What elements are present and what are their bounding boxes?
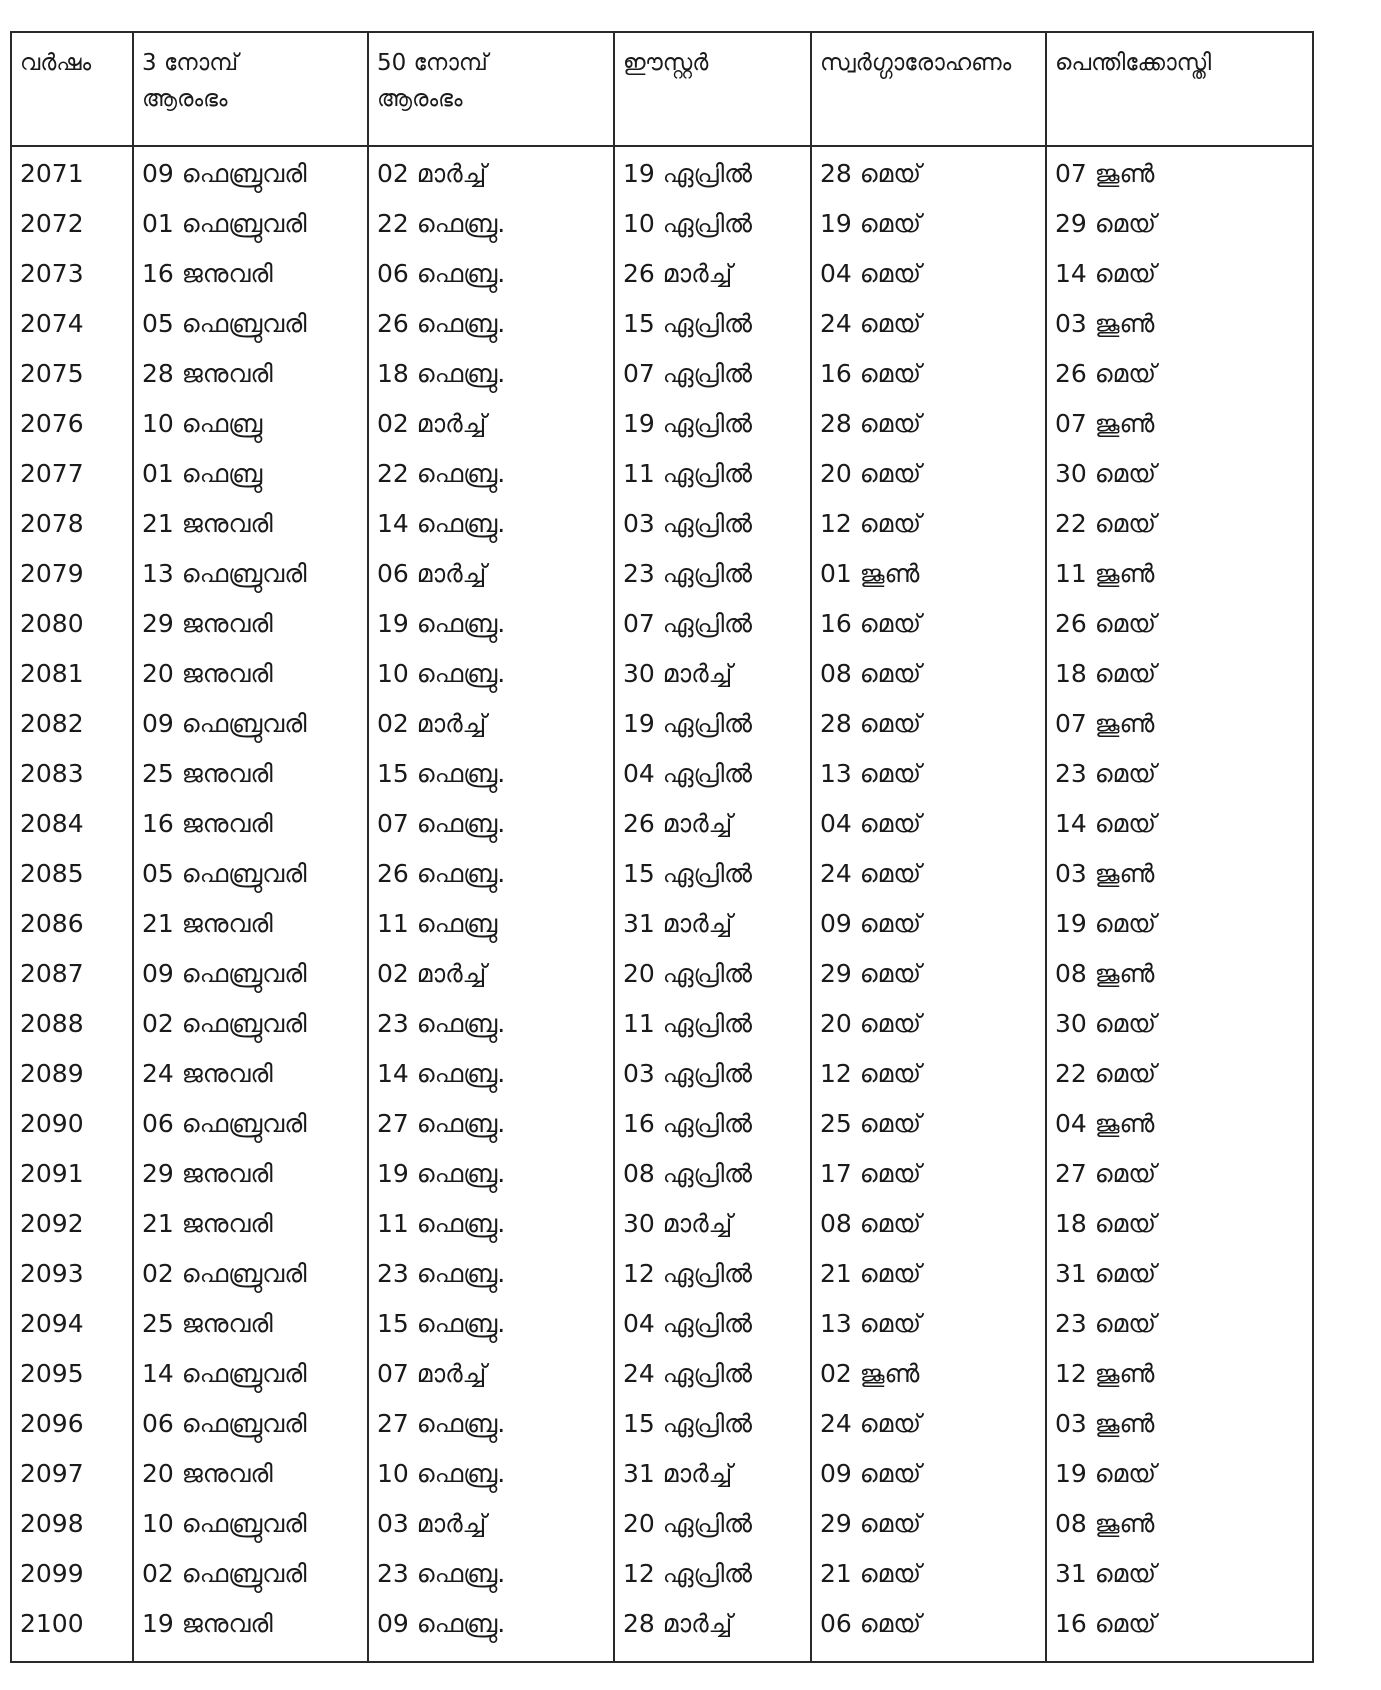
table-row	[11, 1399, 1313, 1449]
three-lent-cell: 14 ഫെബ്രുവരി	[133, 1349, 368, 1399]
year-cell: 2095	[11, 1349, 133, 1399]
year-cell: 2072	[11, 199, 133, 249]
three-lent-cell: 29 ജനുവരി	[133, 1149, 368, 1199]
three-lent-cell: 25 ജനുവരി	[133, 749, 368, 799]
year-cell: 2093	[11, 1249, 133, 1299]
table-row	[11, 1499, 1313, 1549]
ascension-cell: 24 മെയ്	[811, 299, 1046, 349]
fifty-lent-cell: 27 ഫെബ്രു.	[368, 1099, 614, 1149]
ascension-cell: 13 മെയ്	[811, 1299, 1046, 1349]
header-year: വർഷം	[11, 32, 133, 146]
pentecost-cell: 29 മെയ്	[1046, 199, 1313, 249]
three-lent-cell: 06 ഫെബ്രുവരി	[133, 1099, 368, 1149]
pentecost-cell: 16 മെയ്	[1046, 1599, 1313, 1662]
three-lent-cell: 05 ഫെബ്രുവരി	[133, 849, 368, 899]
easter-cell: 30 മാർച്ച്	[614, 649, 811, 699]
table-row	[11, 699, 1313, 749]
ascension-cell: 28 മെയ്	[811, 146, 1046, 199]
table-row	[11, 1299, 1313, 1349]
ascension-cell: 08 മെയ്	[811, 1199, 1046, 1249]
pentecost-cell: 19 മെയ്	[1046, 1449, 1313, 1499]
header-pentecost: പെന്തിക്കോസ്തി	[1046, 32, 1313, 146]
pentecost-cell: 04 ജൂൺ	[1046, 1099, 1313, 1149]
fifty-lent-cell: 14 ഫെബ്രു.	[368, 499, 614, 549]
easter-cell: 26 മാർച്ച്	[614, 249, 811, 299]
table-row	[11, 146, 1313, 199]
year-cell: 2096	[11, 1399, 133, 1449]
fifty-lent-cell: 03 മാർച്ച്	[368, 1499, 614, 1549]
three-lent-cell: 09 ഫെബ്രുവരി	[133, 949, 368, 999]
pentecost-cell: 23 മെയ്	[1046, 749, 1313, 799]
easter-cell: 10 ഏപ്രിൽ	[614, 199, 811, 249]
ascension-cell: 28 മെയ്	[811, 399, 1046, 449]
three-lent-cell: 29 ജനുവരി	[133, 599, 368, 649]
table-row	[11, 1049, 1313, 1099]
fifty-lent-cell: 26 ഫെബ്രു.	[368, 299, 614, 349]
feast-dates-table	[10, 31, 1314, 1663]
pentecost-cell: 22 മെയ്	[1046, 499, 1313, 549]
header-row	[11, 32, 1313, 146]
three-lent-cell: 25 ജനുവരി	[133, 1299, 368, 1349]
year-cell: 2089	[11, 1049, 133, 1099]
fifty-lent-cell: 14 ഫെബ്രു.	[368, 1049, 614, 1099]
ascension-cell: 09 മെയ്	[811, 1449, 1046, 1499]
three-lent-cell: 02 ഫെബ്രുവരി	[133, 999, 368, 1049]
table-row	[11, 949, 1313, 999]
year-cell: 2092	[11, 1199, 133, 1249]
three-lent-cell: 21 ജനുവരി	[133, 1199, 368, 1249]
fifty-lent-cell: 18 ഫെബ്രു.	[368, 349, 614, 399]
table-row	[11, 1349, 1313, 1399]
table-row	[11, 249, 1313, 299]
pentecost-cell: 03 ജൂൺ	[1046, 299, 1313, 349]
pentecost-cell: 27 മെയ്	[1046, 1149, 1313, 1199]
fifty-lent-cell: 26 ഫെബ്രു.	[368, 849, 614, 899]
three-lent-cell: 05 ഫെബ്രുവരി	[133, 299, 368, 349]
fifty-lent-cell: 19 ഫെബ്രു.	[368, 1149, 614, 1199]
ascension-cell: 01 ജൂൺ	[811, 549, 1046, 599]
three-lent-cell: 06 ഫെബ്രുവരി	[133, 1399, 368, 1449]
table-row	[11, 499, 1313, 549]
three-lent-cell: 02 ഫെബ്രുവരി	[133, 1549, 368, 1599]
fifty-lent-cell: 02 മാർച്ച്	[368, 146, 614, 199]
table-row	[11, 1149, 1313, 1199]
year-cell: 2087	[11, 949, 133, 999]
ascension-cell: 13 മെയ്	[811, 749, 1046, 799]
fifty-lent-cell: 02 മാർച്ച്	[368, 399, 614, 449]
table-row	[11, 599, 1313, 649]
header-50-lent-start: 50 നോമ്പ് ആരംഭം	[368, 32, 614, 146]
table-row	[11, 549, 1313, 599]
year-cell: 2094	[11, 1299, 133, 1349]
pentecost-cell: 19 മെയ്	[1046, 899, 1313, 949]
pentecost-cell: 08 ജൂൺ	[1046, 1499, 1313, 1549]
header-3-lent-start: 3 നോമ്പ് ആരംഭം	[133, 32, 368, 146]
easter-cell: 12 ഏപ്രിൽ	[614, 1549, 811, 1599]
table-row	[11, 199, 1313, 249]
ascension-cell: 12 മെയ്	[811, 499, 1046, 549]
easter-cell: 19 ഏപ്രിൽ	[614, 146, 811, 199]
ascension-cell: 29 മെയ്	[811, 949, 1046, 999]
three-lent-cell: 21 ജനുവരി	[133, 499, 368, 549]
year-cell: 2073	[11, 249, 133, 299]
pentecost-cell: 26 മെയ്	[1046, 349, 1313, 399]
year-cell: 2071	[11, 146, 133, 199]
table-row	[11, 1449, 1313, 1499]
pentecost-cell: 18 മെയ്	[1046, 649, 1313, 699]
header-ascension: സ്വർഗ്ഗാരോഹണം	[811, 32, 1046, 146]
pentecost-cell: 22 മെയ്	[1046, 1049, 1313, 1099]
pentecost-cell: 31 മെയ്	[1046, 1549, 1313, 1599]
easter-cell: 15 ഏപ്രിൽ	[614, 849, 811, 899]
fifty-lent-cell: 23 ഫെബ്രു.	[368, 999, 614, 1049]
year-cell: 2085	[11, 849, 133, 899]
year-cell: 2100	[11, 1599, 133, 1662]
easter-cell: 03 ഏപ്രിൽ	[614, 1049, 811, 1099]
pentecost-cell: 03 ജൂൺ	[1046, 849, 1313, 899]
year-cell: 2098	[11, 1499, 133, 1549]
ascension-cell: 21 മെയ്	[811, 1249, 1046, 1299]
pentecost-cell: 14 മെയ്	[1046, 799, 1313, 849]
table-row	[11, 1549, 1313, 1599]
ascension-cell: 24 മെയ്	[811, 1399, 1046, 1449]
ascension-cell: 20 മെയ്	[811, 449, 1046, 499]
easter-cell: 31 മാർച്ച്	[614, 1449, 811, 1499]
table-row	[11, 1099, 1313, 1149]
easter-cell: 04 ഏപ്രിൽ	[614, 749, 811, 799]
fifty-lent-cell: 19 ഫെബ്രു.	[368, 599, 614, 649]
easter-cell: 08 ഏപ്രിൽ	[614, 1149, 811, 1199]
three-lent-cell: 19 ജനുവരി	[133, 1599, 368, 1662]
easter-cell: 03 ഏപ്രിൽ	[614, 499, 811, 549]
ascension-cell: 25 മെയ്	[811, 1099, 1046, 1149]
ascension-cell: 16 മെയ്	[811, 349, 1046, 399]
easter-cell: 16 ഏപ്രിൽ	[614, 1099, 811, 1149]
year-cell: 2081	[11, 649, 133, 699]
table-row	[11, 299, 1313, 349]
pentecost-cell: 23 മെയ്	[1046, 1299, 1313, 1349]
three-lent-cell: 13 ഫെബ്രുവരി	[133, 549, 368, 599]
ascension-cell: 24 മെയ്	[811, 849, 1046, 899]
three-lent-cell: 16 ജനുവരി	[133, 799, 368, 849]
three-lent-cell: 10 ഫെബ്രു	[133, 399, 368, 449]
easter-cell: 19 ഏപ്രിൽ	[614, 399, 811, 449]
ascension-cell: 21 മെയ്	[811, 1549, 1046, 1599]
table-row	[11, 649, 1313, 699]
ascension-cell: 19 മെയ്	[811, 199, 1046, 249]
ascension-cell: 04 മെയ്	[811, 799, 1046, 849]
fifty-lent-cell: 09 ഫെബ്രു.	[368, 1599, 614, 1662]
year-cell: 2097	[11, 1449, 133, 1499]
pentecost-cell: 07 ജൂൺ	[1046, 699, 1313, 749]
fifty-lent-cell: 10 ഫെബ്രു.	[368, 1449, 614, 1499]
easter-cell: 07 ഏപ്രിൽ	[614, 349, 811, 399]
pentecost-cell: 31 മെയ്	[1046, 1249, 1313, 1299]
fifty-lent-cell: 15 ഫെബ്രു.	[368, 1299, 614, 1349]
year-cell: 2078	[11, 499, 133, 549]
fifty-lent-cell: 07 ഫെബ്രു.	[368, 799, 614, 849]
ascension-cell: 12 മെയ്	[811, 1049, 1046, 1099]
fifty-lent-cell: 27 ഫെബ്രു.	[368, 1399, 614, 1449]
table-row	[11, 399, 1313, 449]
ascension-cell: 29 മെയ്	[811, 1499, 1046, 1549]
ascension-cell: 28 മെയ്	[811, 699, 1046, 749]
three-lent-cell: 20 ജനുവരി	[133, 649, 368, 699]
table-row	[11, 1199, 1313, 1249]
pentecost-cell: 03 ജൂൺ	[1046, 1399, 1313, 1449]
fifty-lent-cell: 10 ഫെബ്രു.	[368, 649, 614, 699]
year-cell: 2079	[11, 549, 133, 599]
three-lent-cell: 20 ജനുവരി	[133, 1449, 368, 1499]
easter-cell: 19 ഏപ്രിൽ	[614, 699, 811, 749]
ascension-cell: 06 മെയ്	[811, 1599, 1046, 1662]
fifty-lent-cell: 22 ഫെബ്രു.	[368, 449, 614, 499]
ascension-cell: 16 മെയ്	[811, 599, 1046, 649]
easter-cell: 24 ഏപ്രിൽ	[614, 1349, 811, 1399]
fifty-lent-cell: 11 ഫെബ്രു	[368, 899, 614, 949]
ascension-cell: 08 മെയ്	[811, 649, 1046, 699]
three-lent-cell: 28 ജനുവരി	[133, 349, 368, 399]
year-cell: 2076	[11, 399, 133, 449]
three-lent-cell: 24 ജനുവരി	[133, 1049, 368, 1099]
table-row	[11, 849, 1313, 899]
easter-cell: 12 ഏപ്രിൽ	[614, 1249, 811, 1299]
fifty-lent-cell: 02 മാർച്ച്	[368, 949, 614, 999]
year-cell: 2077	[11, 449, 133, 499]
table-row	[11, 1599, 1313, 1662]
ascension-cell: 17 മെയ്	[811, 1149, 1046, 1199]
pentecost-cell: 07 ജൂൺ	[1046, 146, 1313, 199]
pentecost-cell: 11 ജൂൺ	[1046, 549, 1313, 599]
three-lent-cell: 21 ജനുവരി	[133, 899, 368, 949]
easter-cell: 26 മാർച്ച്	[614, 799, 811, 849]
year-cell: 2088	[11, 999, 133, 1049]
fifty-lent-cell: 22 ഫെബ്രു.	[368, 199, 614, 249]
three-lent-cell: 01 ഫെബ്രു	[133, 449, 368, 499]
pentecost-cell: 30 മെയ്	[1046, 999, 1313, 1049]
table-row	[11, 749, 1313, 799]
fifty-lent-cell: 06 ഫെബ്രു.	[368, 249, 614, 299]
year-cell: 2083	[11, 749, 133, 799]
three-lent-cell: 01 ഫെബ്രുവരി	[133, 199, 368, 249]
fifty-lent-cell: 23 ഫെബ്രു.	[368, 1549, 614, 1599]
year-cell: 2084	[11, 799, 133, 849]
ascension-cell: 04 മെയ്	[811, 249, 1046, 299]
easter-cell: 11 ഏപ്രിൽ	[614, 999, 811, 1049]
year-cell: 2075	[11, 349, 133, 399]
pentecost-cell: 14 മെയ്	[1046, 249, 1313, 299]
ascension-cell: 09 മെയ്	[811, 899, 1046, 949]
table-row	[11, 349, 1313, 399]
easter-cell: 20 ഏപ്രിൽ	[614, 949, 811, 999]
easter-cell: 23 ഏപ്രിൽ	[614, 549, 811, 599]
three-lent-cell: 16 ജനുവരി	[133, 249, 368, 299]
table-row	[11, 799, 1313, 849]
easter-cell: 15 ഏപ്രിൽ	[614, 1399, 811, 1449]
ascension-cell: 02 ജൂൺ	[811, 1349, 1046, 1399]
three-lent-cell: 02 ഫെബ്രുവരി	[133, 1249, 368, 1299]
year-cell: 2099	[11, 1549, 133, 1599]
table-row	[11, 1249, 1313, 1299]
fifty-lent-cell: 11 ഫെബ്രു.	[368, 1199, 614, 1249]
easter-cell: 31 മാർച്ച്	[614, 899, 811, 949]
year-cell: 2090	[11, 1099, 133, 1149]
table-row	[11, 999, 1313, 1049]
fifty-lent-cell: 23 ഫെബ്രു.	[368, 1249, 614, 1299]
easter-cell: 07 ഏപ്രിൽ	[614, 599, 811, 649]
fifty-lent-cell: 06 മാർച്ച്	[368, 549, 614, 599]
fifty-lent-cell: 15 ഫെബ്രു.	[368, 749, 614, 799]
easter-cell: 30 മാർച്ച്	[614, 1199, 811, 1249]
pentecost-cell: 12 ജൂൺ	[1046, 1349, 1313, 1399]
pentecost-cell: 30 മെയ്	[1046, 449, 1313, 499]
pentecost-cell: 08 ജൂൺ	[1046, 949, 1313, 999]
easter-cell: 20 ഏപ്രിൽ	[614, 1499, 811, 1549]
three-lent-cell: 09 ഫെബ്രുവരി	[133, 146, 368, 199]
year-cell: 2082	[11, 699, 133, 749]
year-cell: 2086	[11, 899, 133, 949]
three-lent-cell: 10 ഫെബ്രുവരി	[133, 1499, 368, 1549]
pentecost-cell: 18 മെയ്	[1046, 1199, 1313, 1249]
pentecost-cell: 07 ജൂൺ	[1046, 399, 1313, 449]
header-easter: ഈസ്റ്റർ	[614, 32, 811, 146]
table-row	[11, 899, 1313, 949]
fifty-lent-cell: 07 മാർച്ച്	[368, 1349, 614, 1399]
fifty-lent-cell: 02 മാർച്ച്	[368, 699, 614, 749]
ascension-cell: 20 മെയ്	[811, 999, 1046, 1049]
easter-cell: 11 ഏപ്രിൽ	[614, 449, 811, 499]
easter-cell: 28 മാർച്ച്	[614, 1599, 811, 1662]
year-cell: 2091	[11, 1149, 133, 1199]
pentecost-cell: 26 മെയ്	[1046, 599, 1313, 649]
table-row	[11, 449, 1313, 499]
year-cell: 2074	[11, 299, 133, 349]
year-cell: 2080	[11, 599, 133, 649]
easter-cell: 15 ഏപ്രിൽ	[614, 299, 811, 349]
table-body	[11, 146, 1313, 1662]
easter-cell: 04 ഏപ്രിൽ	[614, 1299, 811, 1349]
three-lent-cell: 09 ഫെബ്രുവരി	[133, 699, 368, 749]
